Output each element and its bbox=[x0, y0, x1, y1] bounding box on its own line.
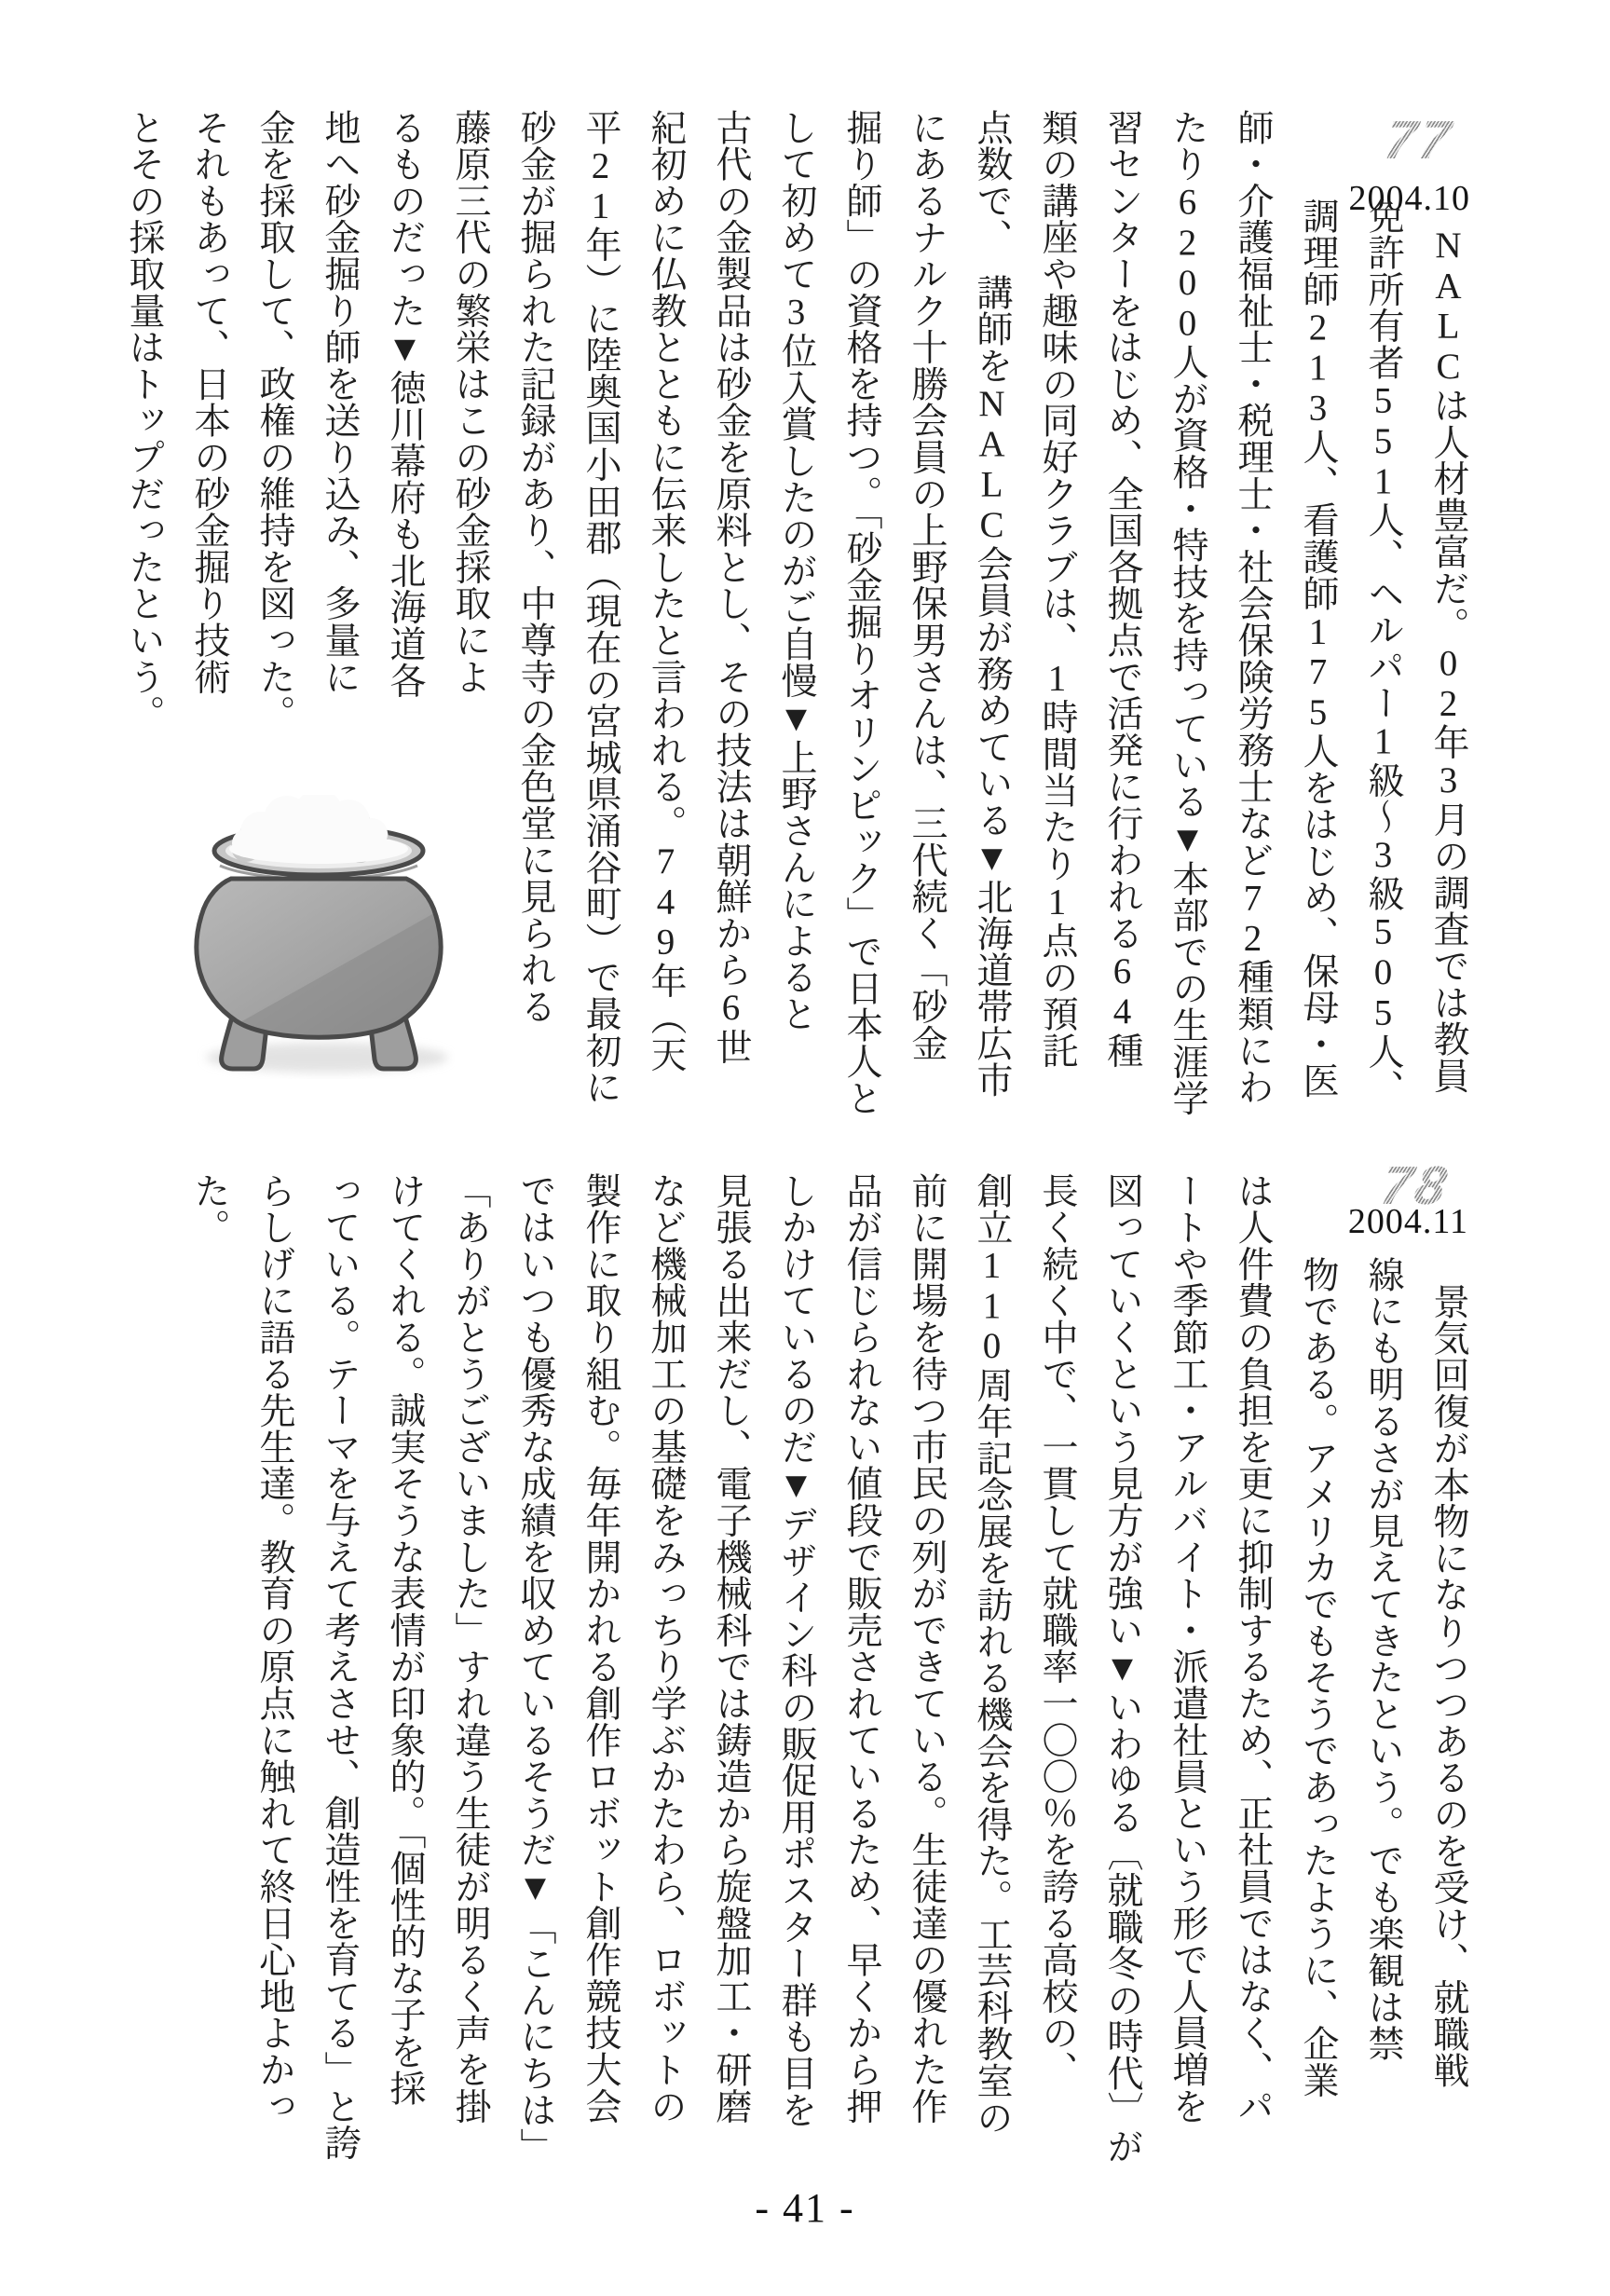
text-column-5: ートや季節工・アルバイト・派遣社員という形で人員増を bbox=[1167, 1172, 1208, 2125]
text-column-1: 景気回復が本物になりつつあるのを受け、就職戦 bbox=[1428, 1283, 1468, 2089]
text-column-20: それもあって、日本の砂金掘り技術 bbox=[189, 109, 229, 695]
text-column-14: 製作に取り組む。毎年開かれる創作ロボット創作競技大会 bbox=[580, 1172, 621, 2125]
text-column-18: っている。テーマを与えて考えさせ、創造性を育てる」と誇 bbox=[320, 1172, 360, 2162]
text-column-19: らしげに語る先生達。教育の原点に触れて終日心地よかっ bbox=[254, 1172, 294, 2125]
text-column-13: 紀初めに仏教とともに伝来したと言われる。749年（天 bbox=[646, 109, 686, 1073]
text-column-15: ではいつも優秀な成績を収めているそうだ▼「こんにちは」 bbox=[515, 1172, 555, 2166]
text-column-12: 古代の金製品は砂金を原料とし、その技法は朝鮮から6世 bbox=[711, 109, 751, 1065]
text-column-4: 師・介護福祉士・税理士・社会保険労務士など72種類にわ bbox=[1233, 109, 1273, 1106]
text-column-3: 調理師213人、看護師175人をはじめ、保母・医 bbox=[1298, 198, 1338, 1100]
text-column-4: は人件費の負担を更に抑制するため、正社員ではなく、パ bbox=[1233, 1172, 1273, 2125]
text-column-19: 金を採取して、政権の維持を図った。 bbox=[254, 109, 294, 732]
text-column-7: 長く続く中で、一貫して就職率一〇〇％を誇る高校の、 bbox=[1037, 1172, 1077, 2088]
text-column-18: 地へ砂金掘り師を送り込み、多量に bbox=[320, 109, 360, 695]
text-column-7: 類の講座や趣味の同好クラブは、1時間当たり1点の預託 bbox=[1037, 109, 1077, 1069]
entry-77-issue-number: 77 bbox=[1380, 110, 1459, 171]
text-column-17: るものだった▼徳川幕府も北海道各 bbox=[385, 109, 425, 699]
text-column-12: 見張る出来だし、電子機械科では鋳造から旋盤加工・研磨 bbox=[711, 1172, 751, 2125]
text-column-13: など機械加工の基礎をみっちり学ぶかたわら、ロボットの bbox=[646, 1172, 686, 2125]
text-column-21: とその採取量はトップだったという。 bbox=[124, 109, 164, 732]
text-column-10: 品が信じられない値段で販売されているため、早くから押 bbox=[841, 1172, 881, 2125]
text-column-1: NALCは人材豊富だ。02年3月の調査では教員 bbox=[1428, 226, 1468, 1094]
text-column-9: にあるナルク十勝会員の上野保男さんは、三代続く「砂金 bbox=[907, 109, 947, 1061]
entry-78-date: 2004.11 bbox=[1347, 1202, 1468, 1241]
text-column-11: して初めて3位入賞したのがご自慢▼上野さんによると bbox=[776, 109, 816, 1032]
entry-77-date: 2004.10 bbox=[1348, 179, 1470, 218]
text-column-15: 砂金が掘られた記録があり、中尊寺の金色堂に見られる bbox=[515, 109, 555, 1025]
text-column-5: たり6200人が資格・特技を持っている▼本部での生涯学 bbox=[1167, 109, 1208, 1117]
entry-78-issue-number: 78 bbox=[1376, 1155, 1455, 1216]
pot-contents bbox=[229, 795, 408, 864]
text-column-8: 創立110周年記念展を訪れる機会を得た。工芸科教室の bbox=[972, 1172, 1012, 2136]
text-column-2: 線にも明るさが見えてきたという。でも楽観は禁 bbox=[1363, 1256, 1403, 2062]
text-column-20: た。 bbox=[189, 1172, 229, 1246]
text-column-8: 点数で、 講師をNALC会員が務めている▼北海道帯広市 bbox=[972, 109, 1012, 1099]
text-column-16: 藤原三代の繁栄はこの砂金採取によ bbox=[450, 109, 490, 695]
page-number: - 41 - bbox=[755, 2185, 855, 2231]
text-column-6: 図っていくという見方が強い▼いわゆる〔就職冬の時代〕が bbox=[1102, 1172, 1142, 2166]
gold-pot-illustration bbox=[183, 795, 455, 1079]
text-column-17: けてくれる。誠実そうな表情が印象的。「個性的な子を採 bbox=[385, 1172, 425, 2107]
text-column-6: 習センターをはじめ、全国各拠点で活発に行われる64種 bbox=[1102, 109, 1142, 1069]
text-column-11: しかけているのだ▼デザイン科の販促用ポスター群も目を bbox=[776, 1172, 816, 2128]
text-column-10: 掘り師」の資格を持つ。「砂金掘りオリンピック」で日本人と bbox=[841, 109, 881, 1116]
text-column-2: 免許所有者551人、ヘルパー1級〜3級505人、 bbox=[1363, 198, 1403, 1107]
text-column-14: 平21年）に陸奥国小田郡（現在の宮城県涌谷町）で最初に bbox=[580, 109, 621, 1106]
text-column-3: 物である。アメリカでもそうであったように、企業 bbox=[1298, 1256, 1338, 2098]
text-column-16: 「ありがとうございました」すれ違う生徒が明るく声を掛 bbox=[450, 1172, 490, 2125]
text-column-9: 前に開場を待つ市民の列ができている。生徒達の優れた作 bbox=[907, 1172, 947, 2125]
